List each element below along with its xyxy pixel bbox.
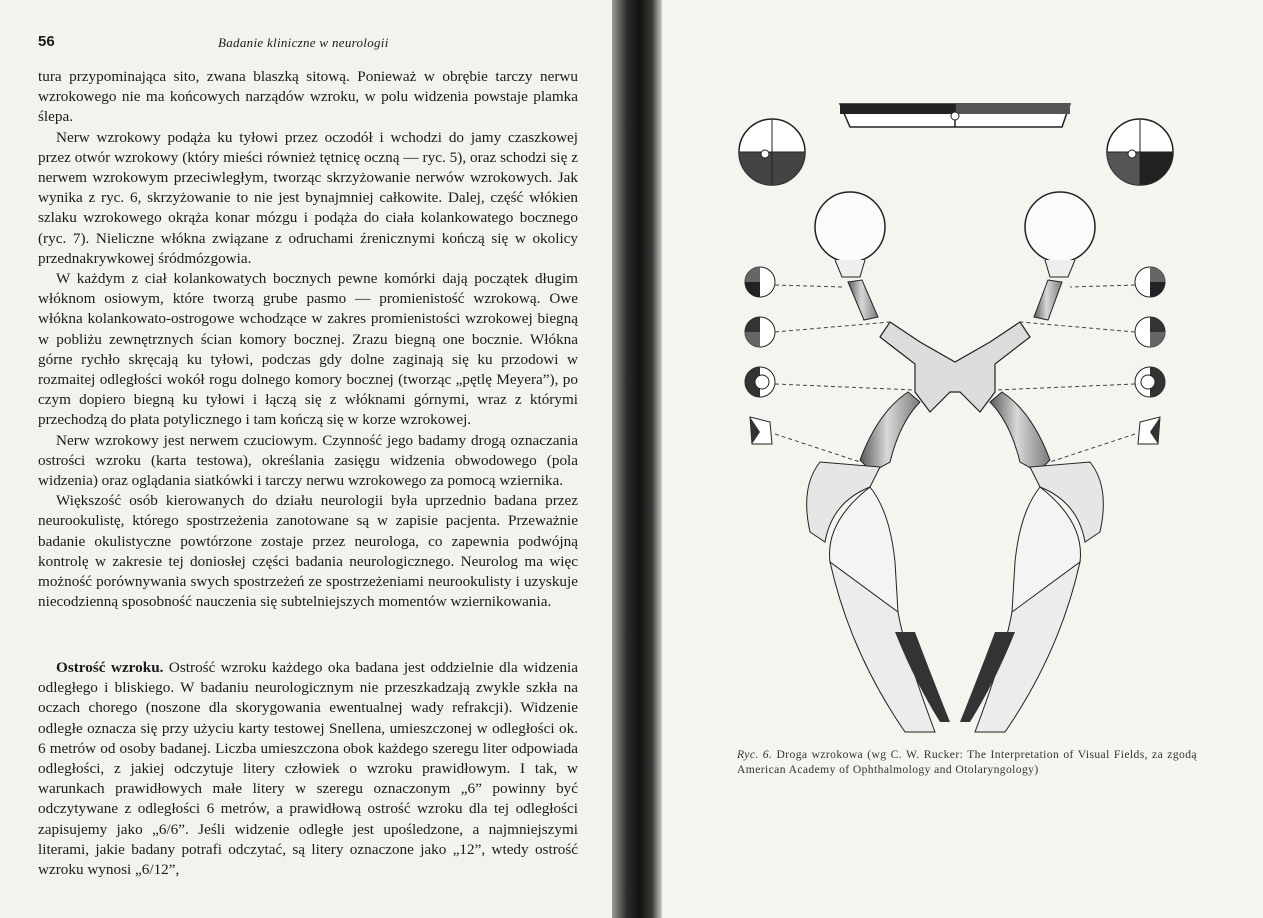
book-gutter <box>612 0 662 918</box>
caption-text: Droga wzrokowa (wg C. W. Rucker: The Interpretation of Visual Fields, za zgodą American Academy of Ophthalmology and Otolaryngology) <box>737 748 1197 776</box>
optic-tracts <box>860 392 1050 472</box>
paragraph: tura przypominająca sito, zwana blaszką sitową. Ponieważ w obrębie tarczy nerwu wzrokowego nie ma końcowych narządów wzroku, w polu widzenia powstaje plamka ślepa. <box>38 68 578 126</box>
right-page <box>662 0 1263 918</box>
paragraph: Większość osób kierowanych do działu neurologii była uprzednio badana przez neurookulistę, którego spostrzeżenia zanotowane są w zapisie pacjenta. Przeważnie badanie okulistyczne powtórzone zostaje przez neurologa, co zapewnia podwójną kontrolę w zakresie tej doniosłej części badania neurologicznego. Neurolog ma więc możność porównywania swych spostrzeżeń ze spostrzeżeniami neurookulisty i uzyskuje niecodzienną sposobność nauczenia się subtelniejszych momentów wziernikowania. <box>38 492 578 611</box>
paragraph: Nerw wzrokowy podąża ku tyłowi przez oczodół i wchodzi do jamy czaszkowej przez otwór wzrokowy (który mieści również tętnicę oczną — ryc. 5), oraz schodzi się z nerwem wzrokowym przeciwległym, tworząc skrzyżowanie nerwów wzrokowych. Jak wynika z ryc. 6, skrzyżowanie to nie jest bynajmniej całkowite. Dalej, część włókien szlaku wzrokowego okrąża konar mózgu i podąża do ciała kolankowatego bocznego (ryc. 7). Nieliczne włókna związane z odruchami źrenicznymi kończą się w okolicy przednakrywkowej śródmózgowia. <box>38 128 578 267</box>
right-eyeball <box>1025 192 1095 277</box>
binocular-field-bar <box>840 104 1070 127</box>
paragraph: Nerw wzrokowy jest nerwem czuciowym. Czynność jego badamy drogą oznaczania ostrości wzroku (karta testowa), określania zasięgu widzenia obwodowego (pola widzenia) oraz oglądania siatkówki i tarczy nerwu wzrokowego za pomocą wziernika. <box>38 431 578 490</box>
paragraph: W każdym z ciał kolankowatych bocznych pewne komórki dają początek długim włóknom osiowym, które tworzą grube pasmo — promienistość wzrokową. Owe włókna kolankowato-ostrogowe wchodzące w zakres promienistości wzrokowej biegną w pobliżu zewnętrznych ścian komory bocznej. Zrazu biegną one bocznie. Włókna górne rychło skręcają ku tyłowi, podczas gdy dolne zaginają się ku przodowi w rozmaitej odległości wokół rogu dolnego komory bocznej (tworząc „pętlę Meyera”), po czym dopiero biegną ku tyłowi i łączą się z włóknami górnymi, wraz z którymi przechodzą do płata potylicznego i tam kończą się w korze wzrokowej. <box>38 270 578 429</box>
optic-radiations <box>807 462 1104 732</box>
optic-nerves <box>848 280 1062 320</box>
section-ostrosc-wzroku <box>38 658 578 880</box>
left-page <box>0 0 612 918</box>
left-eyeball <box>815 192 885 277</box>
right-eye-field-circle <box>1107 119 1173 185</box>
caption-label: Ryc. 6. <box>737 748 773 761</box>
left-eye-field-circle <box>739 119 805 185</box>
body-text <box>38 67 578 612</box>
section-text: Ostrość wzroku każdego oka badana jest oddzielnie dla widzenia odległego i bliskiego. W badaniu neurologicznym nie przeszkadzają zwykle szkła na oczach chorego (noszone dla skorygowania ewentualnej wady refrakcji). Widzenie odległe oznacza się przy użyciu karty testowej Snellena, umieszczonej w odległości ok. 6 metrów od osoby badanej. Liczba umieszczona obok każdego szeregu liter odpowiada odległości, z jakiej odczytuje litery człowiek o wzroku prawidłowym. I tak, w warunkach prawidłowych małe litery w szeregu oznaczonym „6” powinny być odczytywane z odległości 6 metrów, a prawidłową ostrość wzroku dla tej odległości zapisujemy jako „6/6”. Jeśli widzenie odległe jest upośledzone, a najmniejszymi literami, jakie badany potrafi odczytać, są litery oznaczone jako „12”, wtedy ostrość wzroku wynosi „6/12”, <box>38 659 578 879</box>
figure-caption <box>737 748 1197 777</box>
visual-pathway-figure <box>730 92 1210 742</box>
page-number: 56 <box>38 33 55 50</box>
running-title: Badanie kliniczne w neurologii <box>218 35 389 50</box>
page-header <box>38 33 598 55</box>
section-title: Ostrość wzroku. <box>56 659 164 676</box>
